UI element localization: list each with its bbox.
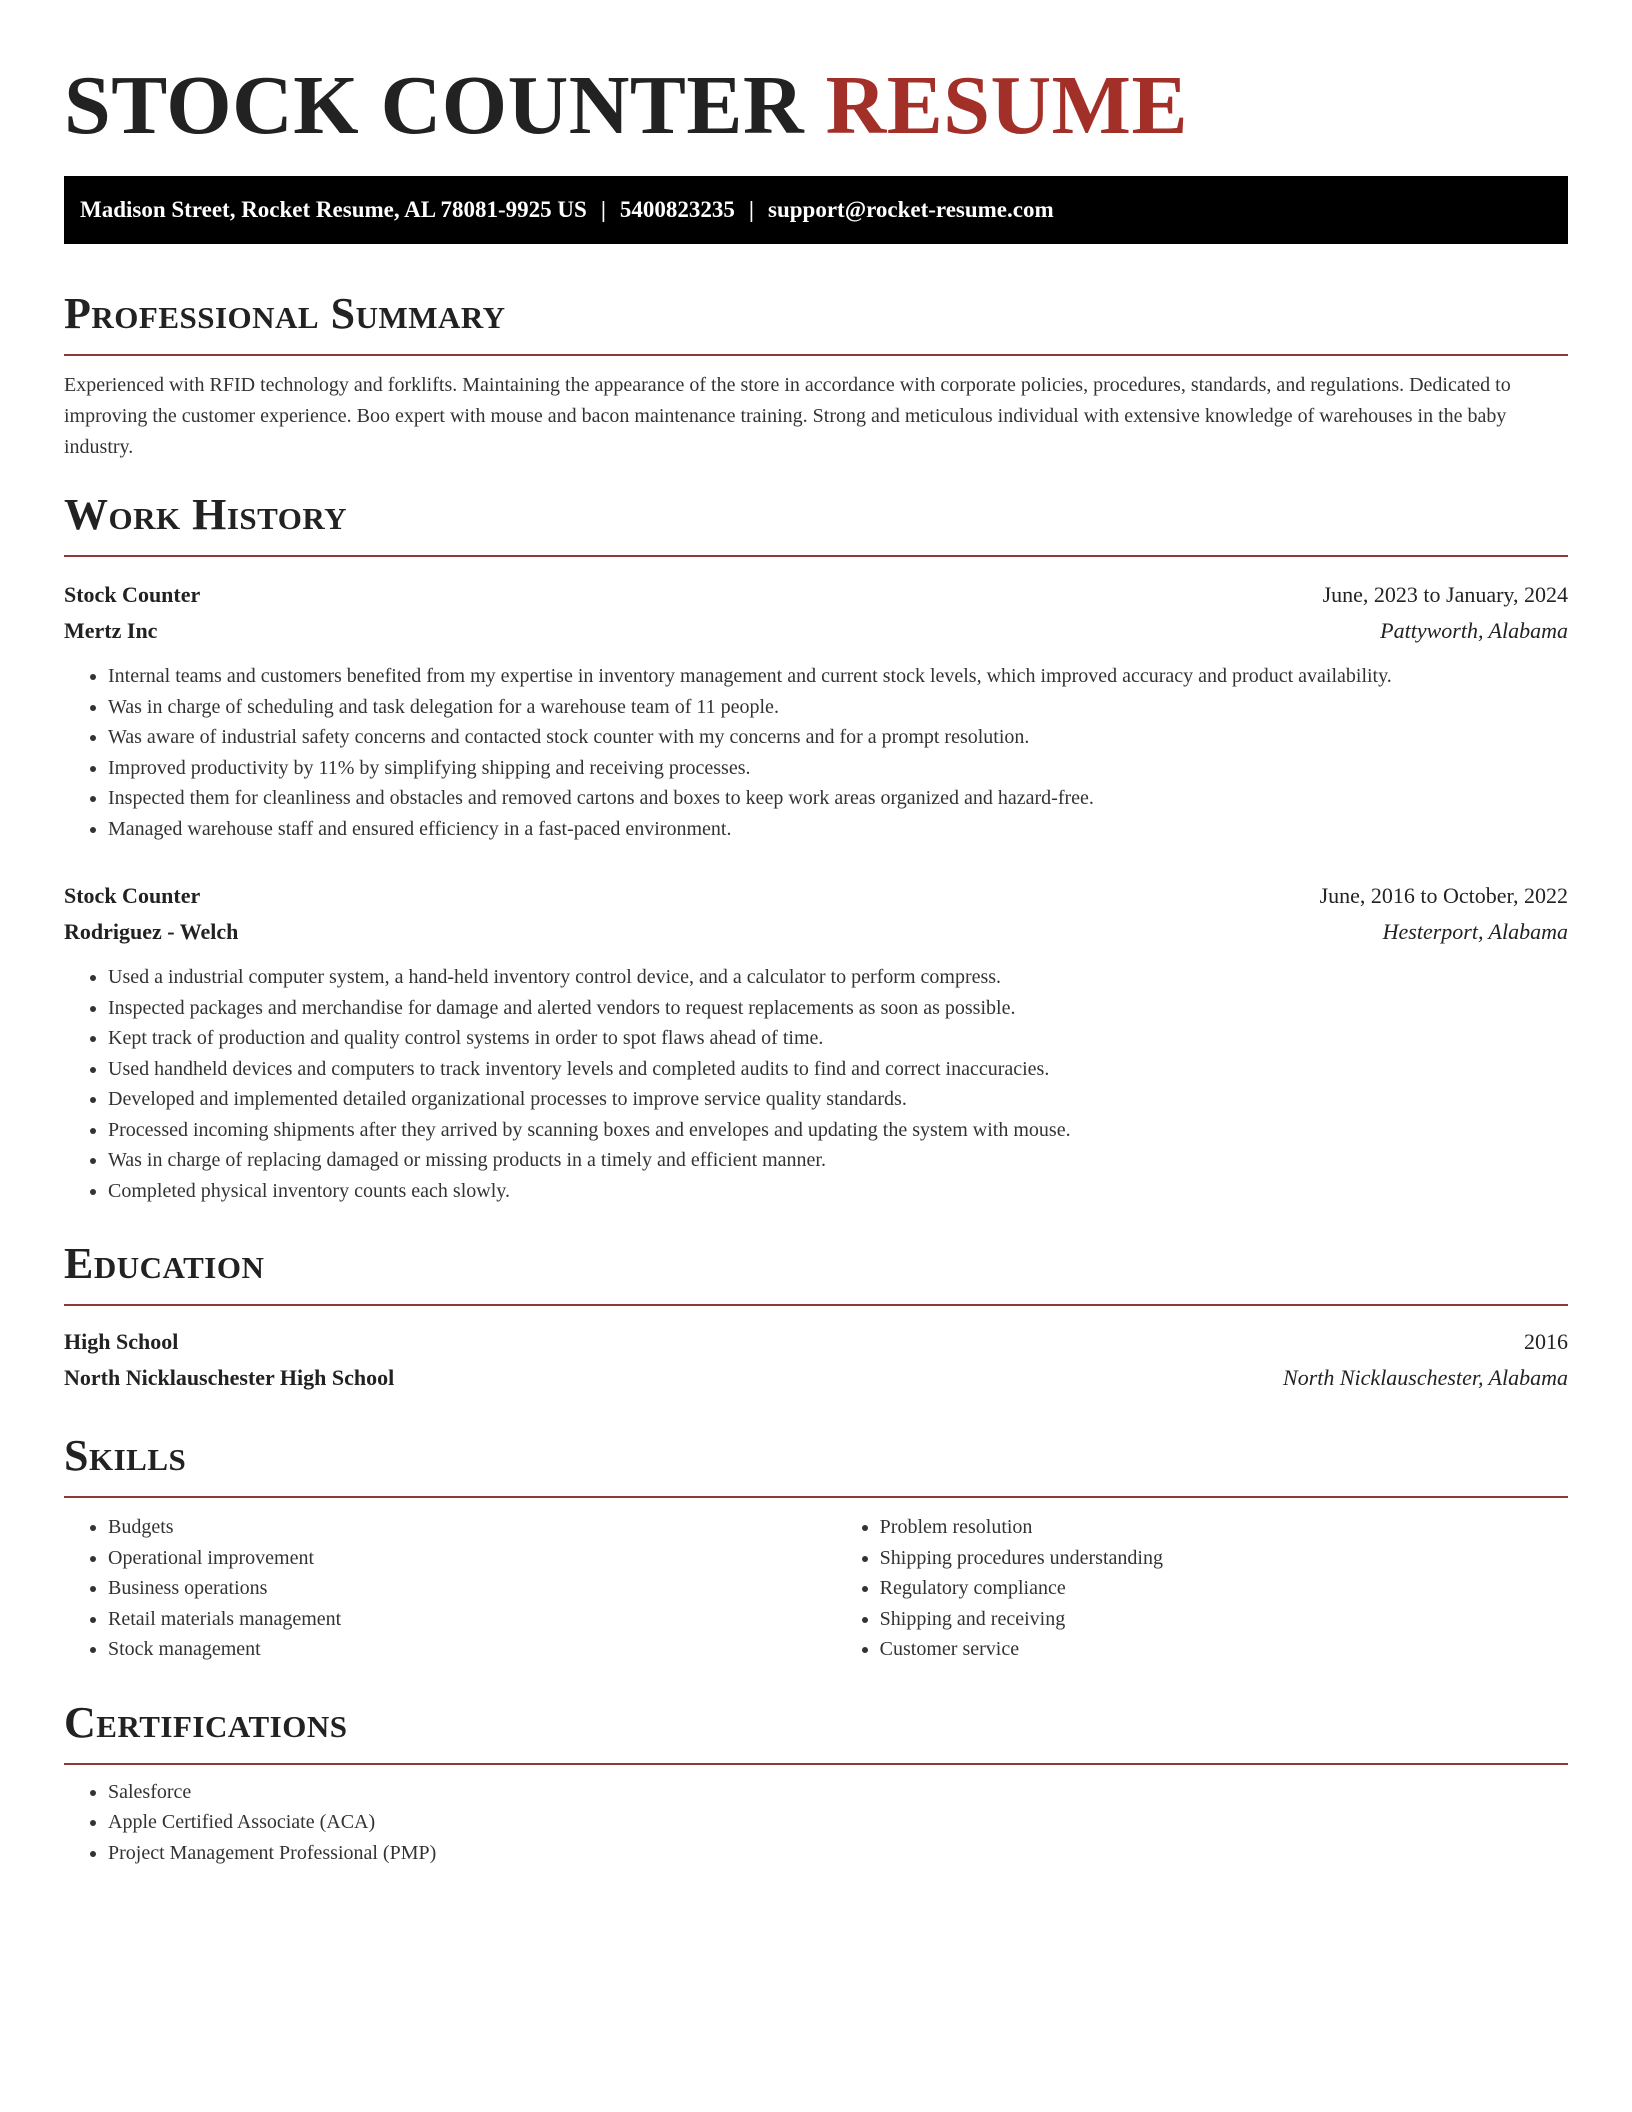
job-bullet: • Inspected them for cleanliness and obstacles and removed cartons and boxes to keep work areas organized and hazard-free. bbox=[108, 783, 1568, 814]
certification-item: • Salesforce bbox=[108, 1777, 1568, 1808]
education-location: North Nicklauschester, Alabama bbox=[1283, 1365, 1568, 1390]
job-company: Rodriguez - Welch bbox=[64, 919, 239, 944]
job-bullet: • Completed physical inventory counts each slowly. bbox=[108, 1176, 1568, 1207]
education-year: 2016 bbox=[1524, 1329, 1568, 1354]
certification-item: • Project Management Professional (PMP) bbox=[108, 1838, 1568, 1869]
skill-item: • Budgets bbox=[108, 1512, 836, 1543]
skill-item: • Stock management bbox=[108, 1634, 836, 1665]
skills-heading: Skills bbox=[64, 1430, 1568, 1498]
education-school-row bbox=[64, 1360, 1568, 1396]
summary-text: Experienced with RFID technology and forklifts. Maintaining the appearance of the store in accordance with corporate policies, procedures, standards, and regulations. Dedicated to improving the customer experience. Boo expert with mouse and bacon maintenance training. Strong and meticulous individual with extensive knowledge of warehouses in the baby industry. bbox=[64, 374, 1511, 458]
contact-bar bbox=[64, 176, 1568, 244]
job-bullet: • Used a industrial computer system, a hand-held inventory control device, and a calculator to perform compress. bbox=[108, 962, 1568, 993]
job-location: Hesterport, Alabama bbox=[1382, 919, 1568, 944]
contact-address: Madison Street, Rocket Resume, AL 78081-9925 US bbox=[80, 197, 587, 222]
skill-item: • Problem resolution bbox=[880, 1512, 1568, 1543]
job-company-row bbox=[64, 613, 1568, 649]
job-title-row bbox=[64, 577, 1568, 613]
job-bullets bbox=[64, 661, 1568, 844]
certifications-heading: Certifications bbox=[64, 1697, 1568, 1765]
skills-list-left bbox=[64, 1512, 836, 1665]
job-bullet: • Managed warehouse staff and ensured efficiency in a fast-paced environment. bbox=[108, 814, 1568, 845]
skill-item: • Operational improvement bbox=[108, 1543, 836, 1574]
education-heading: Education bbox=[64, 1238, 1568, 1306]
job-bullet: • Processed incoming shipments after they arrived by scanning boxes and envelopes and updating the system with mouse. bbox=[108, 1115, 1568, 1146]
job-title: Stock Counter bbox=[64, 582, 201, 607]
job-bullet: • Internal teams and customers benefited from my expertise in inventory management and current stock levels, which improved accuracy and product availability. bbox=[108, 661, 1568, 692]
job-bullet: • Was in charge of scheduling and task delegation for a warehouse team of 11 people. bbox=[108, 692, 1568, 723]
work-history-heading: Work History bbox=[64, 489, 1568, 557]
job-bullet: • Developed and implemented detailed organizational processes to improve service quality standards. bbox=[108, 1084, 1568, 1115]
job-bullets bbox=[64, 962, 1568, 1206]
job-bullet: • Improved productivity by 11% by simplifying shipping and receiving processes. bbox=[108, 753, 1568, 784]
job-dates: June, 2023 to January, 2024 bbox=[1322, 582, 1568, 607]
certifications-list bbox=[64, 1777, 1568, 1869]
job-bullet: • Used handheld devices and computers to track inventory levels and completed audits to find and correct inaccuracies. bbox=[108, 1054, 1568, 1085]
job-company-row bbox=[64, 914, 1568, 950]
job-entry bbox=[64, 878, 1568, 1206]
job-dates: June, 2016 to October, 2022 bbox=[1319, 883, 1568, 908]
skill-item: • Shipping and receiving bbox=[880, 1604, 1568, 1635]
job-bullet: • Was in charge of replacing damaged or missing products in a timely and efficient manner. bbox=[108, 1145, 1568, 1176]
job-title: Stock Counter bbox=[64, 883, 201, 908]
education-entry bbox=[64, 1324, 1568, 1396]
job-bullet: • Kept track of production and quality control systems in order to spot flaws ahead of time. bbox=[108, 1023, 1568, 1054]
skill-item: • Business operations bbox=[108, 1573, 836, 1604]
title-accent: RESUME bbox=[825, 59, 1188, 152]
contact-separator: | bbox=[600, 197, 606, 222]
contact-separator: | bbox=[748, 197, 754, 222]
skills-list-right bbox=[836, 1512, 1568, 1665]
education-degree: High School bbox=[64, 1329, 179, 1354]
resume-title bbox=[64, 0, 1568, 156]
job-title-row bbox=[64, 878, 1568, 914]
job-location: Pattyworth, Alabama bbox=[1380, 618, 1568, 643]
skill-item: • Retail materials management bbox=[108, 1604, 836, 1635]
job-bullet: • Was aware of industrial safety concerns and contacted stock counter with my concerns and for a prompt resolution. bbox=[108, 722, 1568, 753]
job-company: Mertz Inc bbox=[64, 618, 158, 643]
title-main: STOCK COUNTER bbox=[64, 59, 805, 152]
summary-heading: Professional Summary bbox=[64, 288, 1568, 356]
education-school: North Nicklauschester High School bbox=[64, 1365, 395, 1390]
contact-phone: 5400823235 bbox=[619, 197, 735, 222]
skills-grid bbox=[64, 1512, 1568, 1665]
education-degree-row bbox=[64, 1324, 1568, 1360]
contact-email[interactable]: support@rocket-resume.com bbox=[768, 197, 1054, 222]
certification-item: • Apple Certified Associate (ACA) bbox=[108, 1807, 1568, 1838]
skill-item: • Regulatory compliance bbox=[880, 1573, 1568, 1604]
job-entry bbox=[64, 577, 1568, 844]
skill-item: • Shipping procedures understanding bbox=[880, 1543, 1568, 1574]
skill-item: • Customer service bbox=[880, 1634, 1568, 1665]
job-bullet: • Inspected packages and merchandise for damage and alerted vendors to request replacements as soon as possible. bbox=[108, 993, 1568, 1024]
